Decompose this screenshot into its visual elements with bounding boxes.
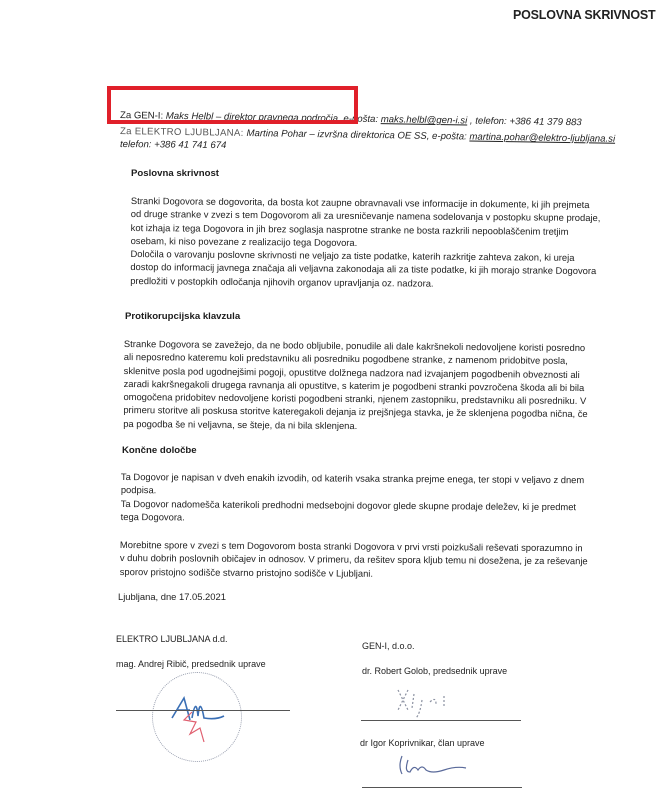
- signature-line-right-1: [361, 720, 521, 721]
- text-line: Stranki Dogovora se dogovorita, da bosta kot zaupne obravnavali vse informacije in dokumente, ki jih prejmeta: [130, 194, 590, 211]
- text-line: podpisa.: [120, 484, 157, 496]
- text-line: dostop do informacij javnega značaja ali veljavna zakonodaja ali za tiste podatke, ki jih morajo stranke Dogovora: [130, 261, 597, 277]
- email-label: e-pošta:: [340, 113, 381, 126]
- confidential-header: POSLOVNA SKRIVNOST: [513, 8, 656, 22]
- text-line: kot izhaja iz tega Dogovora in jih brez soglasja nasprotne stranke ne bosta razkrili nepooblaščenim tretjim: [130, 221, 569, 237]
- text-line: Stranke Dogovora se zavežejo, da ne bodo obljubile, ponudile ali dale kakršnekoli nedovoljene koristi posredno: [123, 337, 586, 354]
- text-line: pa pogodba še ni veljavna, se šteje, da ni bila sklenjena.: [123, 417, 358, 431]
- text-line: Ta Dogovor je napisan v dveh enakih izvodih, od katerih vsaka stranka prejme enega, ter stopi v veljavo z dnem: [120, 470, 585, 486]
- signature-koprivnikar-icon: [396, 752, 486, 782]
- text-line: omogočena pridobitev nedovoljene koristi pogodbeni stranki, njenem zastopniku, predstavniku ali posredniku. V: [123, 391, 587, 407]
- contact-prefix: Za ELEKTRO LJUBLJANA:: [119, 126, 247, 139]
- text-line: primeru storitve ali poskusa storitve kateregakoli dejanja iz prejšnjega stavka, je že sklenjena pogodba nična, če: [123, 404, 588, 420]
- text-line: Določila o varovanju poslovne skrivnosti ne veljajo za tiste podatke, katerih razkritje zahteva zakon, ki ureja: [130, 248, 575, 264]
- section-body-protikorupcijska: [123, 337, 624, 434]
- text-line: sklenitve posla pod ugodnejšimi pogoji, opustitve dolžnega nadzora nad izvajanjem pogodbenih obveznosti ali: [123, 364, 580, 380]
- contact-phone: telefon: +386 41 741 674: [119, 139, 227, 152]
- text-line: Morebitne spore v zvezi s tem Dogovorom bosta stranki Dogovora v prvi vrsti poizkušali reševati sporazumno in: [119, 539, 583, 554]
- text-line: sporov pristojno sodišče stvarno pristojno sodišče v Ljubljani.: [119, 565, 374, 579]
- text-line: od druge stranke v zvezi s tem Dogovorom ali za uresničevanje namena sodelovanja v postopku skupne prodaje,: [130, 208, 601, 224]
- text-line: zaradi kakršnegakoli drugega ravnanja ali opustitve, s katerim je pogodbeni stranki povzročena škoda ali bi bila: [123, 377, 585, 393]
- company-left: ELEKTRO LJUBLJANA d.d.: [116, 634, 228, 644]
- text-line: ali neposredno kateremu koli predstavniku ali posredniku pogodbene stranke, z namenom pridobitve posla,: [123, 351, 568, 367]
- highlight-box: [107, 86, 358, 124]
- signature-ribic-icon: [160, 690, 240, 750]
- section-body-koncne-dolocbe: [121, 470, 621, 527]
- company-right: GEN-I, d.o.o.: [362, 641, 415, 651]
- contact-person: Maks Helbl – direktor pravnega področja,: [165, 110, 341, 125]
- section-title-protikorupcijska: Protikorupcijska klavzula: [125, 311, 241, 322]
- text-line: osebam, ki niso povezane z realizacijo tega Dogovora.: [130, 234, 358, 248]
- text-line: Ta Dogovor nadomešča katerikoli predhodni medsebojni dogovor glede skupne prodaje deležev, ki je predmet: [120, 497, 577, 512]
- signature-line-right-2: [362, 787, 522, 788]
- email-link-elektro[interactable]: martina.pohar@elektro-ljubljana.si: [469, 131, 616, 145]
- section-body-disputes: [120, 538, 620, 581]
- place-date: Ljubljana, dne 17.05.2021: [118, 591, 226, 602]
- signer-left: mag. Andrej Ribič, predsednik uprave: [116, 659, 266, 669]
- signer-right-2: dr Igor Koprivnikar, član uprave: [360, 738, 485, 748]
- contact-prefix: Za GEN-I:: [119, 110, 166, 122]
- contact-person: Martina Pohar – izvršna direktorica OE SS,: [246, 127, 430, 142]
- email-link-gen-i[interactable]: maks.helbl@gen-i.si: [380, 114, 468, 127]
- section-body-poslovna-skrivnost: [130, 194, 631, 291]
- text-line: predložiti v postopkih odločanja njihovih organov upravljanja oz. nadzora.: [130, 274, 434, 289]
- signature-golob-icon: [392, 680, 472, 720]
- signature-line-left: [116, 710, 290, 711]
- section-title-koncne-dolocbe: Končne določbe: [122, 445, 197, 456]
- section-title-poslovna-skrivnost: Poslovna skrivnost: [131, 168, 219, 179]
- signer-right-1: dr. Robert Golob, predsednik uprave: [362, 666, 508, 676]
- email-label: e-pošta:: [429, 130, 470, 143]
- contact-phone: , telefon: +386 41 379 883: [467, 115, 582, 129]
- text-line: v duhu dobrih poslovnih običajev in odnosov. V primeru, da rešitev spora kljub temu ni dosežena, je za reševanje: [119, 552, 588, 567]
- contact-elektro-phone: [120, 139, 227, 151]
- text-line: tega Dogovora.: [120, 510, 185, 523]
